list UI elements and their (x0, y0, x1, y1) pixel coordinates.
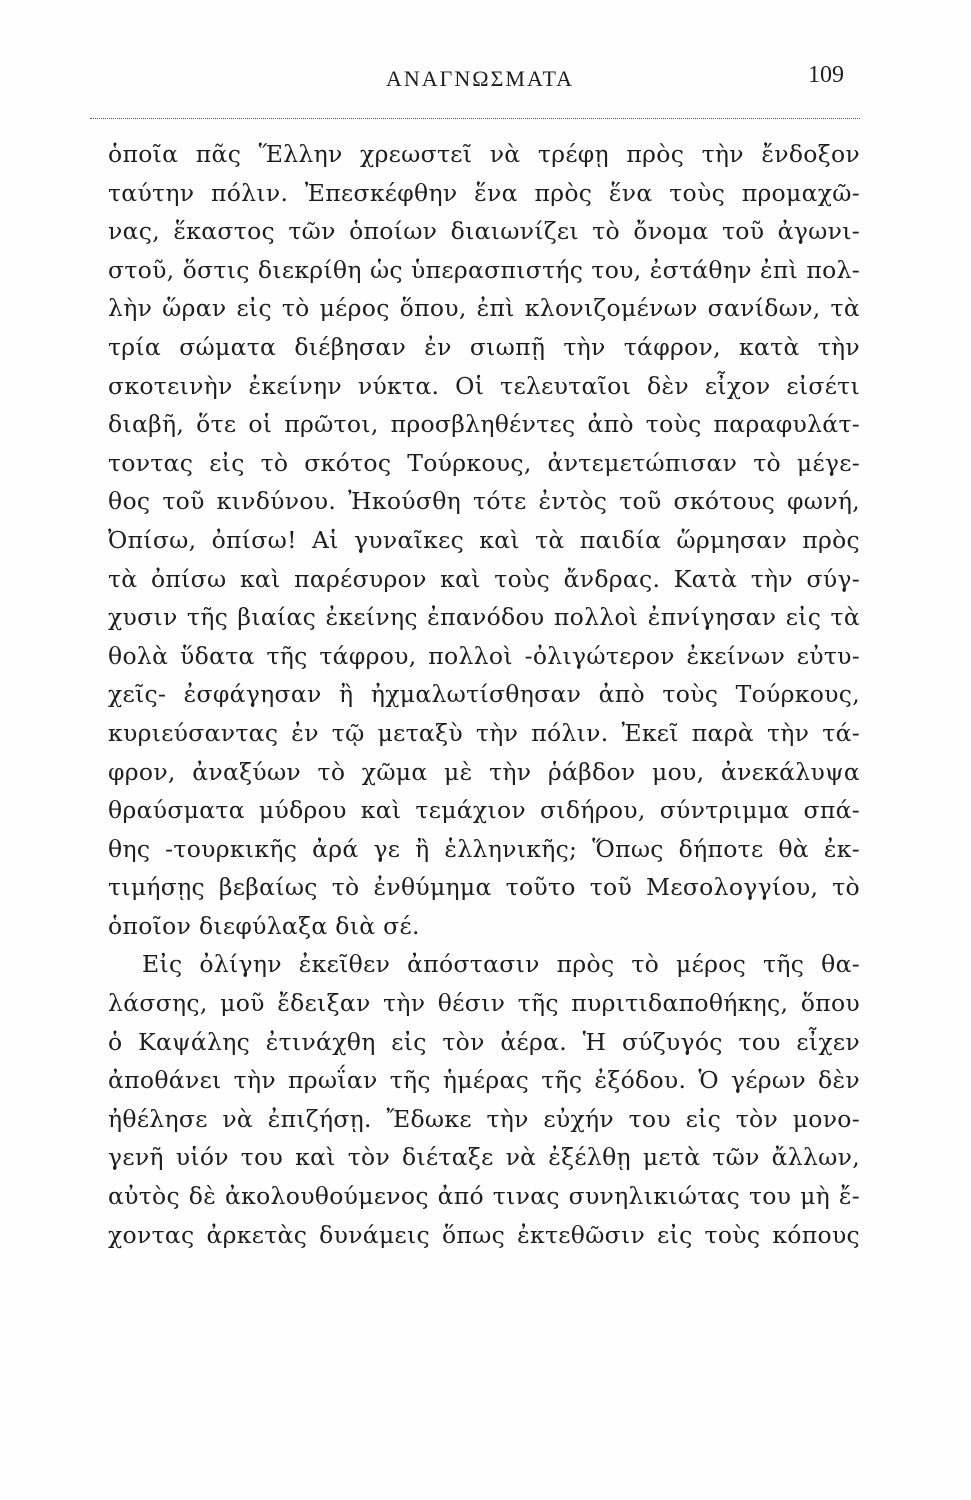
text-line: τοντας εἰς τὸ σκότος Τούρκους, ἀντεμετώπισαν τὸ μέγε- (108, 448, 860, 477)
text-line: θος τοῦ κινδύνου. Ἠκούσθη τότε ἐντὸς τοῦ σκότους φωνή, (108, 487, 860, 516)
text-line: αὐτὸς δὲ ἀκολουθούμενος ἀπό τινας συνηλικιώτας του μὴ ἔ- (108, 1182, 860, 1211)
text-line: χεῖς- ἐσφάγησαν ἢ ἠχμαλωτίσθησαν ἀπὸ τοὺς Τούρκους, (108, 680, 860, 709)
text-line: τιμήσῃς βεβαίως τὸ ἐνθύμημα τοῦτο τοῦ Μεσολογγίου, τὸ (108, 873, 860, 902)
text-line: γενῆ υἱόν του καὶ τὸν διέταξε νὰ ἐξέλθῃ μετὰ τῶν ἄλλων, (108, 1143, 860, 1172)
text-line: Ὀπίσω, ὀπίσω! Αἱ γυναῖκες καὶ τὰ παιδία ὥρμησαν πρὸς (108, 525, 860, 554)
running-title: ΑΝΑΓΝΩΣΜΑΤΑ (385, 66, 575, 91)
text-line: κυριεύσαντας ἐν τῷ μεταξὺ τὴν πόλιν. Ἐκεῖ παρὰ τὴν τά- (108, 718, 860, 747)
text-line: ὁ Καψάλης ἐτινάχθη εἰς τὸν ἀέρα. Ἡ σύζυγός του εἶχεν (108, 1027, 860, 1056)
text-line: θραύσματα μύδρου καὶ τεμάχιον σιδήρου, σύντριμμα σπά- (108, 796, 860, 825)
text-line: σκοτεινὴν ἐκείνην νύκτα. Οἱ τελευταῖοι δὲν εἶχον εἰσέτι (108, 371, 860, 400)
text-line: χοντας ἀρκετὰς δυνάμεις ὅπως ἐκτεθῶσιν εἰς τοὺς κόπους (108, 1220, 860, 1249)
text-line: Εἰς ὀλίγην ἐκεῖθεν ἀπόστασιν πρὸς τὸ μέρος τῆς θα- (142, 950, 860, 979)
text-line: λὴν ὥραν εἰς τὸ μέρος ὅπου, ἐπὶ κλονιζομένων σανίδων, τὰ (108, 294, 860, 323)
text-line: ταύτην πόλιν. Ἐπεσκέφθην ἕνα πρὸς ἕνα τοὺς προμαχῶ- (108, 178, 860, 207)
text-line: ἀποθάνει τὴν πρωΐαν τῆς ἡμέρας τῆς ἐξόδου. Ὁ γέρων δὲν (108, 1066, 860, 1095)
text-line: λάσσης, μοῦ ἔδειξαν τὴν θέσιν τῆς πυριτιδαποθήκης, ὅπου (108, 989, 860, 1018)
text-line: διαβῆ, ὅτε οἱ πρῶτοι, προσβληθέντες ἀπὸ τοὺς παραφυλάτ- (108, 410, 860, 439)
text-line: χυσιν τῆς βιαίας ἐκείνης ἐπανόδου πολλοὶ ἐπνίγησαν εἰς τὰ (108, 603, 860, 632)
body-text (108, 135, 860, 1254)
paragraph-2 (108, 945, 860, 1254)
text-line: τὰ ὀπίσω καὶ παρέσυρον καὶ τοὺς ἄνδρας. Κατὰ τὴν σύγ- (108, 564, 860, 593)
text-line: θολὰ ὕδατα τῆς τάφρου, πολλοὶ -ὀλιγώτερον ἐκείνων εὐτυ- (108, 641, 860, 670)
text-line: φρον, ἀναξύων τὸ χῶμα μὲ τὴν ῥάβδον μου, ἀνεκάλυψα (108, 757, 860, 786)
text-line: ὁποῖον διεφύλαξα διὰ σέ. (108, 911, 420, 940)
header-rule (90, 118, 860, 119)
text-line: ὁποῖα πᾶς Ἕλλην χρεωστεῖ νὰ τρέφῃ πρὸς τὴν ἔνδοξον (108, 140, 860, 168)
text-line: τρία σώματα διέβησαν ἐν σιωπῇ τὴν τάφρον, κατὰ τὴν (108, 332, 860, 361)
text-line: νας, ἕκαστος τῶν ὁποίων διαιωνίζει τὸ ὄνομα τοῦ ἀγωνι- (108, 217, 860, 246)
text-line: στοῦ, ὅστις διεκρίθη ὡς ὑπερασπιστής του, ἐστάθην ἐπὶ πολ- (108, 255, 860, 284)
page-header (100, 60, 860, 100)
text-line: ἠθέλησε νὰ ἐπιζήσῃ. Ἔδωκε τὴν εὐχήν του εἰς τὸν μονο- (108, 1104, 860, 1133)
paragraph-1 (108, 135, 860, 945)
text-line: θης -τουρκικῆς ἀρά γε ἢ ἑλληνικῆς; Ὅπως δήποτε θὰ ἐκ- (108, 834, 860, 863)
page-number: 109 (808, 62, 844, 88)
